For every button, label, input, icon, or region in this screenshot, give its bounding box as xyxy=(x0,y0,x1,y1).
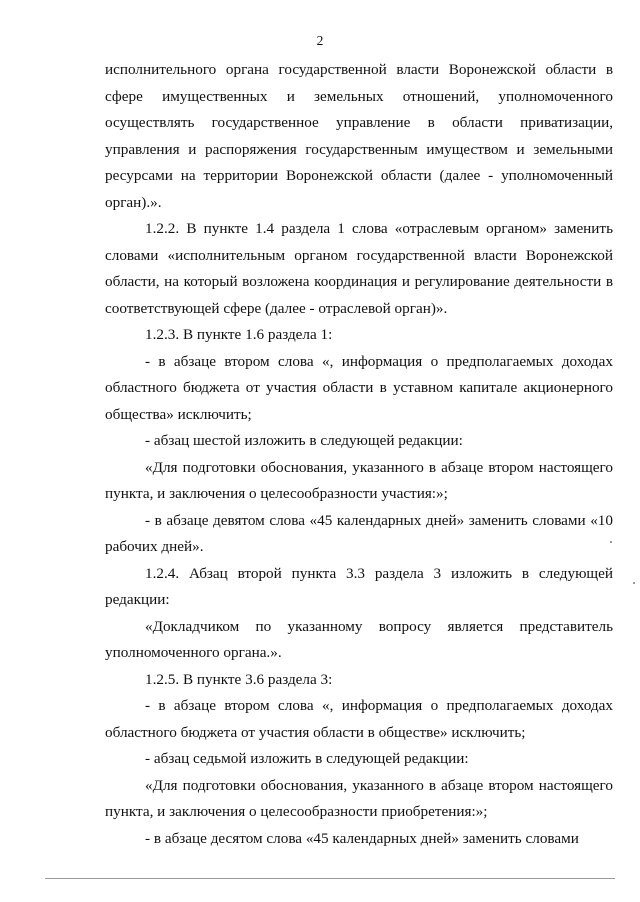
paragraph-continuation: исполнительного органа государственной власти Воронежской области в сфере имущественных и земельных отношений, уполномоченного осуществлять государственное управление в области приватизации, управления и распоряжения государственным имуществом и земельными ресурсами на территории Воронежской области (далее - уполномоченный орган).». xyxy=(105,61,613,211)
paragraph-1-2-5: 1.2.5. В пункте 3.6 раздела 3: xyxy=(145,670,333,688)
paragraph-item: - в абзаце десятом слова «45 календарных дней» заменить словами xyxy=(145,829,579,847)
paragraph-item: - в абзаце втором слова «, информация о предполагаемых доходах областного бюджета от участия области в обществе» исключить; xyxy=(105,697,613,741)
paragraph-item: - в абзаце девятом слова «45 календарных дней» заменить словами «10 рабочих дней». xyxy=(105,511,613,555)
paragraph-item: - в абзаце втором слова «, информация о предполагаемых доходах областного бюджета от участия области в уставном капитале акционерного общества» исключить; xyxy=(105,352,613,423)
paragraph-item: - абзац седьмой изложить в следующей редакции: xyxy=(145,750,469,767)
paragraph-item: - абзац шестой изложить в следующей редакции: xyxy=(145,432,463,449)
paragraph-quote: «Докладчиком по указанному вопросу является представитель уполномоченного органа.». xyxy=(105,617,613,661)
paragraph-1-2-2: 1.2.2. В пункте 1.4 раздела 1 слова «отраслевым органом» заменить словами «исполнительным органом государственной власти Воронежской области, на который возложена координация и регулирование деятельности в соответствующей сфере (далее - отраслевой орган)». xyxy=(105,220,613,317)
paragraph-1-2-3: 1.2.3. В пункте 1.6 раздела 1: xyxy=(145,326,333,343)
paragraph-quote: «Для подготовки обоснования, указанного в абзаце втором настоящего пункта, и заключения о целесообразности приобретения:»; xyxy=(105,776,613,820)
document-body xyxy=(105,57,613,852)
scan-speck xyxy=(610,541,612,543)
paragraph-1-2-4: 1.2.4. Абзац второй пункта 3.3 раздела 3 изложить в следующей редакции: xyxy=(105,564,613,608)
page-number: 2 xyxy=(316,33,324,48)
scan-speck xyxy=(633,582,635,584)
scan-bottom-edge xyxy=(45,878,615,879)
paragraph-quote: «Для подготовки обоснования, указанного в абзаце втором настоящего пункта, и заключения о целесообразности участия:»; xyxy=(105,458,613,502)
